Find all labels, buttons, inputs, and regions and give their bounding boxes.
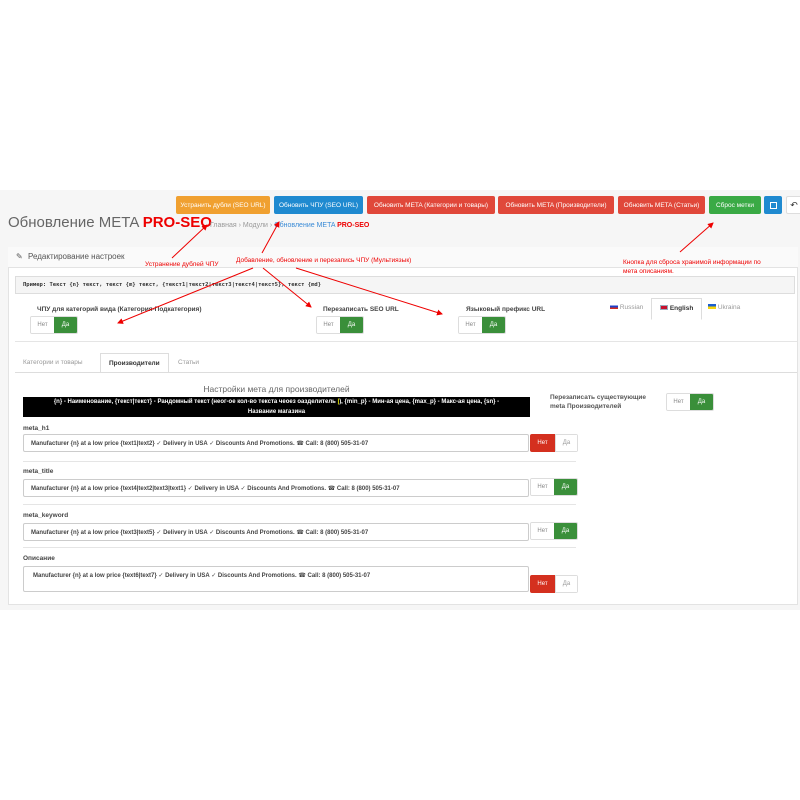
field-label: meta_h1 (23, 425, 50, 432)
arrow (296, 268, 442, 314)
breadcrumb: Главная › Модули › Обновление META PRO-SEO (210, 222, 370, 229)
field-label: meta_keyword (23, 512, 69, 519)
arrow (680, 223, 713, 252)
annotation: Устранение дублей ЧПУ (145, 261, 219, 268)
arrow (263, 268, 311, 307)
section-title: Настройки мета для производителей (203, 384, 350, 394)
field-label: meta_title (23, 468, 54, 475)
tab-manufacturers[interactable]: Производители (100, 353, 169, 373)
annotation: Добавление, обновление и перезапись ЧПУ (Мультиязык) (236, 257, 412, 264)
arrow (262, 222, 279, 253)
annotation: мета описаниям. (623, 268, 674, 275)
update-meta-manufacturers-button[interactable]: Обновить META (Производители) (498, 196, 614, 214)
yes-option[interactable]: Да (340, 317, 363, 333)
yes-option[interactable]: Да (555, 575, 578, 593)
reset-marks-button[interactable]: Сброс метки (709, 196, 761, 214)
panel-heading: ✎ Редактирование настроек (8, 247, 798, 268)
breadcrumb-modules[interactable]: Модули (242, 222, 268, 229)
yes-option[interactable]: Да (690, 394, 713, 410)
placeholder-legend: {n} - Наименование, {текст|текст} - Рандомный текст (неог-ое кол-во текста чеоез оазделитель |), {min_p} - Мин-ая цена, {max_p} - Макс-ая цена, {sn} - Название магазина (23, 397, 530, 417)
tab-categories[interactable]: Категории и товары (23, 359, 83, 366)
lang-tab-english[interactable]: English (651, 298, 702, 320)
update-meta-articles-button[interactable]: Обновить META (Статьи) (618, 196, 705, 214)
no-option[interactable]: Нет (530, 575, 555, 593)
yes-option[interactable]: Да (554, 479, 577, 495)
no-option[interactable]: Нет (531, 523, 554, 539)
description-textarea[interactable]: Manufacturer {n} at a low price {text6|text7} ✓ Delivery in USA ✓ Discounts And Promotions. ☎ Call: 8 (800) 505-31-07 (23, 566, 529, 592)
no-option[interactable]: Нет (459, 317, 482, 333)
reply-arrow-icon: ↶ (790, 199, 798, 210)
tab-articles[interactable]: Статьи (178, 359, 200, 366)
meta-title-input[interactable]: Manufacturer {n} at a low price {text4|text2|text3|text1} ✓ Delivery in USA ✓ Discounts And Promotions. ☎ Call: 8 (800) 505-31-07 (23, 479, 529, 497)
annotation: Кнопка для сброса хранимой информации по (623, 259, 761, 266)
no-option[interactable]: Нет (530, 434, 555, 452)
update-meta-categories-button[interactable]: Обновить META (Категории и товары) (367, 196, 495, 214)
breadcrumb-home[interactable]: Главная (210, 222, 237, 229)
yes-option[interactable]: Да (482, 317, 505, 333)
no-option[interactable]: Нет (31, 317, 54, 333)
yes-option[interactable]: Да (555, 434, 578, 452)
meta-h1-input[interactable]: Manufacturer {n} at a low price {text1|text2} ✓ Delivery in USA ✓ Discounts And Promotions. ☎ Call: 8 (800) 505-31-07 (23, 434, 529, 452)
breadcrumb-current: Обновление META (274, 222, 336, 229)
arrow (172, 225, 207, 258)
yes-option[interactable]: Да (554, 523, 577, 539)
page-title: Обновление META PRO-SEO (8, 214, 212, 231)
lang-tab-russian[interactable]: Russian (602, 298, 651, 318)
meta-keyword-input[interactable]: Manufacturer {n} at a low price {text3|text5} ✓ Delivery in USA ✓ Discounts And Promotions. ☎ Call: 8 (800) 505-31-07 (23, 523, 529, 541)
toggle-label: Перезаписать SEO URL (323, 306, 399, 313)
pencil-icon: ✎ (16, 252, 23, 261)
no-option[interactable]: Нет (531, 479, 554, 495)
overwrite-meta-label: Перезаписать существующие meta Производителей (550, 394, 646, 410)
no-option[interactable]: Нет (317, 317, 340, 333)
example-box: Пример: Текст {n} текст, текст {m} текст, {текст1|текст2|текст3|текст4|текст5}, текст {md} (15, 276, 795, 294)
lang-tab-ukraina[interactable]: Ukraina (700, 298, 748, 318)
yes-option[interactable]: Да (54, 317, 77, 333)
toggle-label: Языковый префикс URL (466, 306, 546, 313)
arrow (118, 268, 253, 323)
toggle-label: ЧПУ для категорий вида (Категория-Подкатегория) (37, 306, 202, 313)
update-seo-url-button[interactable]: Обновить ЧПУ (SEO URL) (274, 196, 363, 214)
no-option[interactable]: Нет (667, 394, 690, 410)
fix-duplicates-button[interactable]: Устранить дубли (SEO URL) (176, 196, 270, 214)
field-label: Описание (23, 555, 55, 562)
